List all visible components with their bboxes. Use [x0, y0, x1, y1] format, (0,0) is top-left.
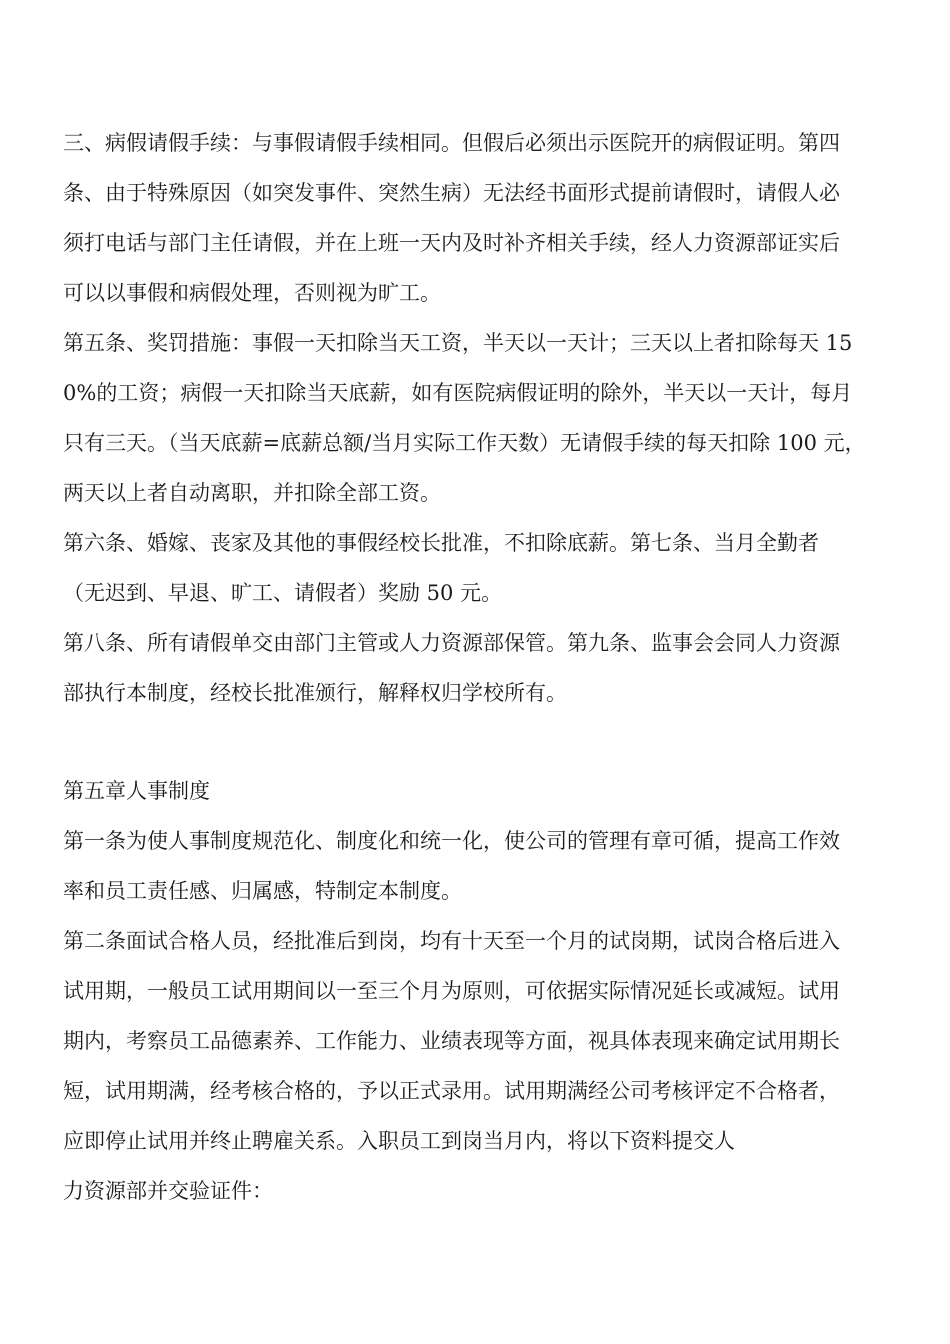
- text-line: 第八条、所有请假单交由部门主管或人力资源部保管。第九条、监事会会同人力资源: [63, 631, 840, 655]
- text-line: 部执行本制度，经校长批准颁行，解释权归学校所有。: [63, 681, 567, 705]
- document-body: [63, 118, 895, 1216]
- text-line: 力资源部并交验证件：: [63, 1179, 273, 1203]
- paragraph-article-6-7: [63, 518, 895, 618]
- text-line: 试用期，一般员工试用期间以一至三个月为原则，可依据实际情况延长或减短。试用: [63, 979, 840, 1003]
- text-line: 须打电话与部门主任请假，并在上班一天内及时补齐相关手续，经人力资源部证实后: [63, 231, 840, 255]
- text-line: 两天以上者自动离职，并扣除全部工资。: [63, 481, 441, 505]
- text-line: 第五条、奖罚措施：事假一天扣除当天工资，半天以一天计；三天以上者扣除每天 15: [63, 331, 853, 355]
- chapter-title-text: 第五章人事制度: [63, 779, 210, 803]
- text-line: 可以以事假和病假处理，否则视为旷工。: [63, 281, 441, 305]
- paragraph-sick-leave: [63, 118, 895, 318]
- text-line: 第六条、婚嫁、丧家及其他的事假经校长批准，不扣除底薪。第七条、当月全勤者: [63, 531, 819, 555]
- text-line: （无迟到、早退、旷工、请假者）奖励 50 元。: [63, 581, 503, 605]
- paragraph-article-5: [63, 318, 895, 518]
- text-line: 应即停止试用并终止聘雇关系。入职员工到岗当月内，将以下资料提交人: [63, 1129, 735, 1153]
- text-line: 率和员工责任感、归属感，特制定本制度。: [63, 879, 462, 903]
- paragraph-chapter5-article-2: [63, 916, 895, 1216]
- paragraph-chapter5-article-1: [63, 816, 895, 916]
- text-line: 条、由于特殊原因（如突发事件、突然生病）无法经书面形式提前请假时，请假人必: [63, 181, 840, 205]
- text-line: 0%的工资；病假一天扣除当天底薪，如有医院病假证明的除外，半天以一天计，每月: [63, 381, 853, 405]
- text-line: 第二条面试合格人员，经批准后到岗，均有十天至一个月的试岗期，试岗合格后进入: [63, 929, 840, 953]
- text-line: 只有三天。（当天底薪=底薪总额/当月实际工作天数）无请假手续的每天扣除 100 元，: [63, 431, 866, 455]
- text-line: 短，试用期满，经考核合格的，予以正式录用。试用期满经公司考核评定不合格者，: [63, 1079, 840, 1103]
- text-line: 第一条为使人事制度规范化、制度化和统一化，使公司的管理有章可循，提高工作效: [63, 829, 840, 853]
- text-line: 三、病假请假手续：与事假请假手续相同。但假后必须出示医院开的病假证明。第四: [63, 131, 840, 155]
- chapter-title: [63, 766, 895, 816]
- paragraph-article-8-9: [63, 618, 895, 718]
- text-line: 期内，考察员工品德素养、工作能力、业绩表现等方面，视具体表现来确定试用期长: [63, 1029, 840, 1053]
- section-gap: [63, 718, 895, 766]
